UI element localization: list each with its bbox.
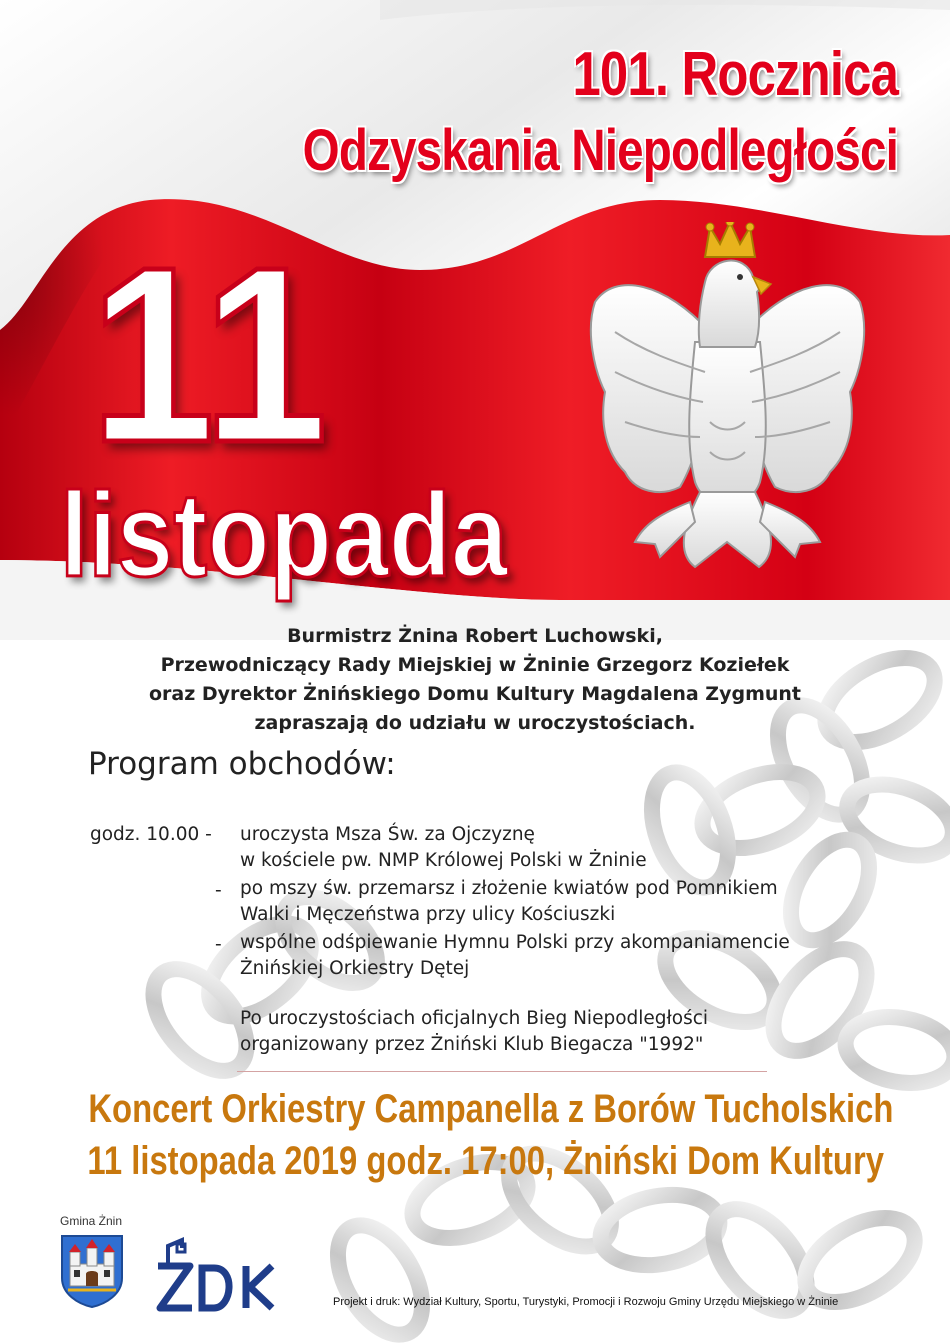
- divider: [237, 1071, 767, 1072]
- title-anniversary: 101. Rocznica: [572, 40, 898, 109]
- date-day: 11: [90, 215, 328, 494]
- program-heading: Program obchodów:: [88, 746, 396, 782]
- concert-date-text: 11 listopada 2019 godz. 17:00, Żniński Dom Kultury: [87, 1139, 884, 1183]
- program-note-line: organizowany przez Żniński Klub Biegacza "1992": [240, 1034, 704, 1055]
- invitation-line: Burmistrz Żnina Robert Luchowski,: [287, 625, 663, 647]
- program-note-line: Po uroczystościach oficjalnych Bieg Niepodległości: [240, 1008, 709, 1029]
- program-bullet: -: [215, 880, 222, 901]
- program-item-line: w kościele pw. NMP Królowej Polski w Żninie: [240, 850, 647, 871]
- date-month: listopada: [60, 468, 508, 602]
- gmina-znin-crest-icon: [60, 1234, 124, 1308]
- gmina-label: Gmina Żnin: [60, 1214, 123, 1228]
- program-time: godz. 10.00 -: [90, 824, 212, 845]
- program-item-line: wspólne odśpiewanie Hymnu Polski przy akompaniamencie: [240, 932, 790, 953]
- footer-credits: Projekt i druk: Wydział Kultury, Sportu, Turystyki, Promocji i Rozwoju Gminy Urzędu Miejskiego w Żninie: [333, 1296, 839, 1308]
- invitation-text: [0, 622, 950, 738]
- invitation-line: Przewodniczący Rady Miejskiej w Żninie Grzegorz Koziełek: [160, 654, 790, 676]
- white-eagle-crowned-icon: [585, 222, 870, 612]
- title-independence: Odzyskania Niepodległości: [302, 118, 898, 183]
- invitation-line: zapraszają do udziału w uroczystościach.: [254, 712, 696, 734]
- program-item-line: Żnińskiej Orkiestry Dętej: [240, 958, 470, 979]
- invitation-line: oraz Dyrektor Żnińskiego Domu Kultury Magdalena Zygmunt: [148, 683, 802, 705]
- zdk-logo-icon: [150, 1236, 275, 1314]
- program-bullet: -: [215, 934, 222, 955]
- program-item-line: Walki i Męczeństwa przy ulicy Kościuszki: [240, 904, 616, 925]
- program-item-line: po mszy św. przemarsz i złożenie kwiatów pod Pomnikiem: [240, 878, 778, 899]
- concert-title: [0, 1086, 950, 1132]
- concert-date-venue: [0, 1138, 950, 1184]
- program-item-line: uroczysta Msza Św. za Ojczyznę: [240, 824, 535, 845]
- concert-title-text: Koncert Orkiestry Campanella z Borów Tucholskich: [88, 1087, 894, 1131]
